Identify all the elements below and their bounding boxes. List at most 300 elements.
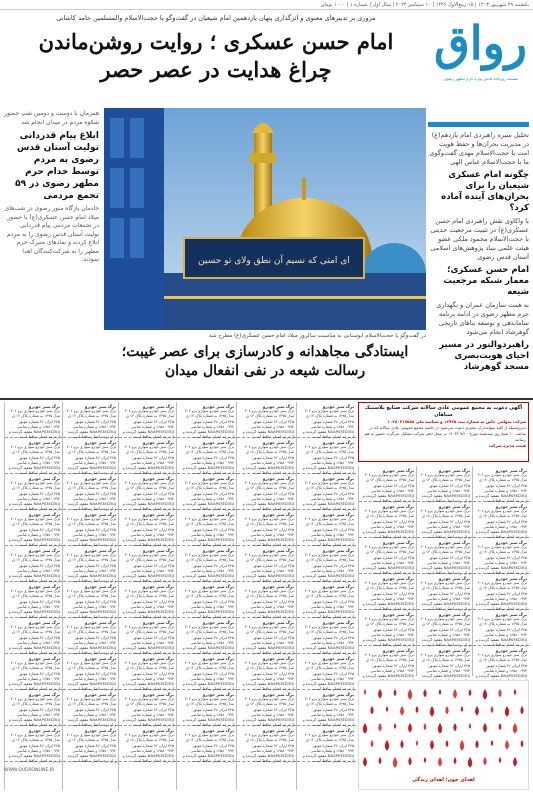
shrine-illustration [104, 108, 426, 330]
blood-ad-label: اهدای خون؛ اهدای زندگی [412, 777, 475, 783]
blood-drop-icon [408, 757, 411, 765]
classified-ad-text: برگ سبز خودرو سواری پژو ۲۰۶ مدل ۱۳۹۵ به شماره پلاک ۱۲ ق ۳۴۵ ایران ۳۶ شماره موتور ۱۶۵۸۰۰۹۹۴ و شماره شاسی NAAP03ED3GJ مفقود گردیده و از درجه اعتبار ساقط است. [8, 517, 60, 548]
classified-ad[interactable] [63, 474, 118, 510]
classified-ad-text: برگ سبز خودرو سواری پژو ۲۰۶ مدل ۱۳۹۵ به شماره پلاک ۱۲ ق ۳۴۵ ایران ۳۶ شماره موتور ۱۶۵۸۰۰۹۹۴ و شماره شاسی NAAP03ED3GJ مفقود گردیده و از درجه اعتبار ساقط است. [362, 545, 414, 576]
classified-ad-title: برگ سبز خودرو [142, 656, 174, 661]
classified-ad[interactable] [237, 618, 296, 654]
classified-ad-text: برگ سبز خودرو سواری پژو ۲۰۶ مدل ۱۳۹۵ به شماره پلاک ۱۲ ق ۳۴۵ ایران ۳۶ شماره موتور ۱۶۵۸۰۰۹۹۴ و شماره شاسی NAAP03ED3GJ مفقود گردیده و از درجه اعتبار ساقط است. [302, 553, 354, 584]
classified-ad-title: برگ سبز خودرو [262, 404, 294, 409]
classified-ad-text: برگ سبز خودرو سواری پژو ۲۰۶ مدل ۱۳۹۵ به شماره پلاک ۱۲ ق ۳۴۵ ایران ۳۶ شماره موتور ۱۶۵۸۰۰۹۹۴ و شماره شاسی NAAP03ED3GJ مفقود گردیده و از درجه اعتبار ساقط است. [362, 581, 414, 612]
blood-drop-icon [483, 757, 486, 765]
classified-ad-text: برگ سبز خودرو سواری پژو ۲۰۶ مدل ۱۳۹۵ به شماره پلاک ۱۲ ق ۳۴۵ ایران ۳۶ شماره موتور ۱۶۵۸۰۰۹۹۴ و شماره شاسی NAAP03ED3GJ مفقود گردیده و از درجه اعتبار ساقط است. [122, 625, 174, 656]
classified-ad[interactable] [359, 574, 416, 610]
classified-ad[interactable] [417, 646, 472, 682]
notice-footer: هیئت مدیره شرکت [488, 443, 526, 448]
classified-ad[interactable] [177, 582, 236, 618]
classified-ad[interactable] [359, 466, 416, 502]
classified-ad-text: برگ سبز خودرو سواری پژو ۲۰۶ مدل ۱۳۹۵ به شماره پلاک ۱۲ ق ۳۴۵ ایران ۳۶ شماره موتور ۱۶۵۸۰۰۹۹۴ و شماره شاسی NAAP03ED3GJ مفقود گردیده و [475, 653, 527, 679]
classified-ad-text: برگ سبز خودرو سواری پژو ۲۰۶ مدل ۱۳۹۵ به شماره پلاک ۱۲ ق ۳۴۵ ایران ۳۶ شماره موتور ۱۶۵۸۰۰۹۹۴ و شماره شاسی NAAP03ED3GJ مفقود گردیده و از درجه اعتبار ساقط است. [66, 517, 116, 548]
classified-ad-title: برگ سبز خودرو [202, 476, 234, 481]
classified-ad-title: برگ سبز خودرو [142, 692, 174, 697]
classified-ad-text: برگ سبز خودرو سواری پژو ۲۰۶ مدل ۱۳۹۵ به شماره پلاک ۱۲ ق ۳۴۵ ایران ۳۶ شماره موتور ۱۶۵۸۰۰۹۹۴ و شماره شاسی NAAP03ED3GJ مفقود گردیده و از درجه اعتبار ساقط است. [362, 509, 414, 540]
blood-drop-icon [499, 757, 501, 763]
classified-ad-text: برگ سبز خودرو سواری پژو ۲۰۶ مدل ۱۳۹۵ به شماره پلاک ۱۲ ق ۳۴۵ ایران ۳۶ شماره موتور ۱۶۵۸۰۰۹۹۴ و شماره شاسی NAAP03ED3GJ مفقود گردیده و از درجه اعتبار ساقط است. [182, 409, 234, 440]
classified-ad-text: برگ سبز خودرو سواری پژو ۲۰۶ مدل ۱۳۹۵ به شماره پلاک ۱۲ ق ۳۴۵ ایران ۳۶ شماره موتور ۱۶۵۸۰۰۹۹۴ و شماره شاسی NAAP03ED3GJ مفقود گردیده و از درجه اعتبار ساقط است. [242, 409, 294, 440]
classified-ad-text: برگ سبز خودرو سواری پژو ۲۰۶ مدل ۱۳۹۵ به شماره پلاک ۱۲ ق ۳۴۵ ایران ۳۶ شماره موتور ۱۶۵۸۰۰۹۹۴ و شماره شاسی NAAP03ED3GJ مفقود گردیده و [362, 653, 414, 679]
sidebar-paragraph-3: به همت سازمان عمران و نگهداری حرم مطهر رضوی در ادامه برنامه ساماندهی و توسعه بناهای تاریخی گوهرشاد انجام می‌شود [436, 301, 529, 336]
classified-ad-text: برگ سبز خودرو سواری پژو ۲۰۶ مدل ۱۳۹۵ به شماره پلاک ۱۲ ق ۳۴۵ ایران ۳۶ شماره موتور ۱۶۵۸۰۰۹۹۴ و شماره شاسی NAAP03ED3GJ مفقود گردیده و از درجه اعتبار ساقط است. [66, 697, 116, 728]
classified-ad-title: برگ سبز خودرو [262, 620, 294, 625]
classified-ad-text: برگ سبز خودرو سواری پژو ۲۰۶ مدل ۱۳۹۵ به شماره پلاک ۱۲ ق ۳۴۵ ایران ۳۶ شماره موتور ۱۶۵۸۰۰۹۹۴ و شماره شاسی NAAP03ED3GJ مفقود گردیده و از درجه اعتبار ساقط است. [182, 553, 234, 584]
classified-ad-title: برگ سبز خودرو [142, 728, 174, 733]
classified-ad-text: برگ سبز خودرو سواری پژو ۲۰۶ مدل ۱۳۹۵ به شماره پلاک ۱۲ ق ۳۴۵ ایران ۳۶ شماره موتور ۱۶۵۸۰۰۹۹۴ و شماره شاسی NAAP03ED3GJ مفقود گردیده و از درجه اعتبار ساقط است. [302, 481, 354, 512]
classified-ad-text: برگ سبز خودرو سواری پژو ۲۰۶ مدل ۱۳۹۵ به شماره پلاک ۱۲ ق ۳۴۵ ایران ۳۶ شماره موتور ۱۶۵۸۰۰۹۹۴ و شماره شاسی NAAP03ED3GJ مفقود گردیده و از درجه اعتبار ساقط است. [420, 473, 470, 504]
classified-ad-title: برگ سبز خودرو [262, 728, 294, 733]
blood-drop-icon [499, 723, 502, 730]
classified-ad[interactable] [63, 726, 118, 762]
ad-column [296, 402, 356, 790]
right-sidebar [428, 122, 529, 376]
ad-column [176, 402, 236, 790]
classified-ad-text: برگ سبز خودرو سواری پژو ۲۰۶ مدل ۱۳۹۵ به شماره پلاک ۱۲ ق ۳۴۵ ایران ۳۶ شماره موتور ۱۶۵۸۰۰۹۹۴ و شماره شاسی NAAP03ED3GJ مفقود گردیده و از درجه اعتبار ساقط است. [242, 589, 294, 620]
classified-ad-title: برگ سبز خودرو [202, 728, 234, 733]
classified-ad[interactable] [177, 690, 236, 726]
blood-drop-icon [438, 757, 442, 767]
subhead-line1: ایستادگی مجاهدانه و کادرسازی برای عصر غیبت؛ [121, 344, 409, 360]
classified-ad[interactable] [297, 546, 356, 582]
classified-ad-title: برگ سبز خودرو [28, 548, 60, 553]
classified-ad[interactable] [5, 726, 62, 762]
classified-ad[interactable] [63, 438, 118, 474]
classified-ad[interactable] [297, 474, 356, 510]
classified-ad[interactable] [473, 574, 529, 610]
classified-ad[interactable] [417, 502, 472, 538]
classified-ad-title: برگ سبز خودرو [495, 540, 527, 545]
classified-ad-title: برگ سبز خودرو [438, 612, 470, 617]
classified-ad[interactable] [237, 474, 296, 510]
classified-ad-text: برگ سبز خودرو سواری پژو ۲۰۶ مدل ۱۳۹۵ به شماره پلاک ۱۲ ق ۳۴۵ ایران ۳۶ شماره موتور ۱۶۵۸۰۰۹۹۴ و شماره شاسی NAAP03ED3GJ مفقود گردیده و از درجه اعتبار ساقط است. [242, 733, 294, 764]
blood-drop-icon [386, 706, 388, 712]
classified-ad-text: برگ سبز خودرو سواری پژو ۲۰۶ مدل ۱۳۹۵ به شماره پلاک ۱۲ ق ۳۴۵ ایران ۳۶ شماره موتور ۱۶۵۸۰۰۹۹۴ و شماره شاسی NAAP03ED3GJ مفقود گردیده و از درجه اعتبار ساقط است. [182, 589, 234, 620]
classified-ad-title: برگ سبز خودرو [142, 548, 174, 553]
classified-ad-text: برگ سبز خودرو سواری پژو ۲۰۶ مدل ۱۳۹۵ به شماره پلاک ۱۲ ق ۳۴۵ ایران ۳۶ شماره موتور ۱۶۵۸۰۰۹۹۴ و شماره شاسی NAAP03ED3GJ مفقود گردیده و از درجه اعتبار ساقط است. [122, 517, 174, 548]
blood-drop-icon [378, 723, 381, 731]
classified-ad-text: برگ سبز خودرو سواری پژو ۲۰۶ مدل ۱۳۹۵ به شماره پلاک ۱۲ ق ۳۴۵ ایران ۳۶ شماره موتور ۱۶۵۸۰۰۹۹۴ و شماره شاسی NAAP03ED3GJ مفقود گردیده و از درجه اعتبار ساقط است. [475, 581, 527, 612]
classified-ad-text: برگ سبز خودرو سواری پژو ۲۰۶ مدل ۱۳۹۵ به شماره پلاک ۱۲ ق ۳۴۵ ایران ۳۶ شماره موتور ۱۶۵۸۰۰۹۹۴ و شماره شاسی NAAP03ED3GJ مفقود گردیده و از درجه اعتبار ساقط است. [420, 545, 470, 576]
sidebar-paragraph-2: با واکاوی نقش راهبردی امام حسن عسکری(ع) در تثبیت مرجعیت حدیثی با حجت‌الاسلام محمود ملکی عضو هیئت علمی بنیاد پژوهش‌های اسلامی آستان قدس رضوی [430, 217, 529, 261]
classified-ad-title: برگ سبز خودرو [202, 656, 234, 661]
sidebar-intro: تحلیل سیره راهبردی امام یازدهم(ع) در مدیریت بحران‌ها و حفظ هویت امت با حجت‌الاسلام مهدی گفت‌وگوی ما با حجت‌الاسلام عباس الهی [429, 131, 529, 166]
blood-drop-icon [475, 706, 479, 716]
blood-drop-icon [514, 689, 516, 695]
classified-ad-text: برگ سبز خودرو سواری پژو ۲۰۶ مدل ۱۳۹۵ به شماره پلاک ۱۲ ق ۳۴۵ ایران ۳۶ شماره موتور ۱۶۵۸۰۰۹۹۴ و شماره شاسی NAAP03ED3GJ مفقود گردیده و از درجه اعتبار ساقط است. [182, 697, 234, 728]
blood-drop-icon [385, 740, 389, 751]
leftcol-body: خادمان بارگاه منور رضوی در شب‌های میلاد امام حسن عسکری(ع) با حضور در تجمعات مردمی پیام قدردانی تولیت آستان قدس رضوی را به مردم ابلاغ کردند و نمادهای متبرک حرم مطهر را به شرکت‌کنندگان اهدا نمودند. [4, 205, 99, 263]
classified-ad-text: برگ سبز خودرو سواری پژو ۲۰۶ مدل ۱۳۹۵ به شماره پلاک ۱۲ ق ۳۴۵ ایران ۳۶ شماره موتور ۱۶۵۸۰۰۹۹۴ و شماره شاسی NAAP03ED3GJ مفقود گردیده و از درجه اعتبار ساقط است. [8, 481, 60, 512]
classified-ad[interactable] [417, 610, 472, 646]
classified-ad-title: برگ سبز خودرو [438, 504, 470, 509]
blood-drop-icon [363, 723, 367, 734]
classified-ad-title: برگ سبز خودرو [142, 476, 174, 481]
classified-ad-title: برگ سبز خودرو [322, 656, 354, 661]
classified-ad-text: برگ سبز خودرو سواری پژو ۲۰۶ مدل ۱۳۹۵ به شماره پلاک ۱۲ ق ۳۴۵ ایران ۳۶ شماره موتور ۱۶۵۸۰۰۹۹۴ و شماره شاسی NAAP03ED3GJ مفقود گردیده و از درجه اعتبار ساقط است. [122, 733, 174, 764]
blood-drop-icon [460, 740, 464, 751]
classified-ad[interactable] [297, 438, 356, 474]
blood-drop-icon [423, 689, 426, 697]
classified-ad-text: برگ سبز خودرو سواری پژو ۲۰۶ مدل ۱۳۹۵ به شماره پلاک ۱۲ ق ۳۴۵ ایران ۳۶ شماره موتور ۱۶۵۸۰۰۹۹۴ و شماره شاسی NAAP03ED3GJ مفقود گردیده و از درجه اعتبار ساقط است. [122, 409, 174, 440]
classified-ad-text: برگ سبز خودرو سواری پژو ۲۰۶ مدل ۱۳۹۵ به شماره پلاک ۱۲ ق ۳۴۵ ایران ۳۶ شماره موتور ۱۶۵۸۰۰۹۹۴ و شماره شاسی NAAP03ED3GJ مفقود گردیده و از درجه اعتبار ساقط است. [242, 697, 294, 728]
leftcol-headline[interactable]: ابلاغ پیام قدردانی تولیت آستان قدس رضوی به مردم توسط خدام حرم مطهر رضوی در ۵۹ تجمع مردمی [15, 131, 99, 201]
classified-ad-text: برگ سبز خودرو سواری پژو ۲۰۶ مدل ۱۳۹۵ به شماره پلاک ۱۲ ق ۳۴۵ ایران ۳۶ شماره موتور ۱۶۵۸۰۰۹۹۴ و شماره شاسی NAAP03ED3GJ مفقود گردیده و از درجه اعتبار ساقط است. [8, 445, 60, 476]
classified-ad-title: برگ سبز خودرو [262, 692, 294, 697]
classified-ad[interactable] [63, 582, 118, 618]
classified-ad-title: برگ سبز خودرو [438, 540, 470, 545]
blood-drop-icon [393, 757, 397, 768]
classified-ad-title: برگ سبز خودرو [28, 584, 60, 589]
classified-ad-title: برگ سبز خودرو [382, 612, 414, 617]
classified-ad[interactable] [177, 546, 236, 582]
classified-ad-title: برگ سبز خودرو [495, 648, 527, 653]
classified-ad-title: برگ سبز خودرو [262, 440, 294, 445]
classified-ad-title: برگ سبز خودرو [382, 648, 414, 653]
ad-column [4, 402, 62, 790]
blood-drop-icon [430, 706, 434, 717]
classified-ad[interactable] [297, 726, 356, 762]
classified-ad[interactable] [5, 402, 62, 438]
newspaper-logo[interactable]: رواق [434, 16, 527, 70]
classified-ad-text: برگ سبز خودرو سواری پژو ۲۰۶ مدل ۱۳۹۵ به شماره پلاک ۱۲ ق ۳۴۵ ایران ۳۶ شماره موتور ۱۶۵۸۰۰۹۹۴ و شماره شاسی NAAP03ED3GJ مفقود گردیده و از درجه اعتبار ساقط است. [8, 697, 60, 728]
classified-ad-title: برگ سبز خودرو [495, 504, 527, 509]
classified-ad-text: برگ سبز خودرو سواری پژو ۲۰۶ مدل ۱۳۹۵ به شماره پلاک ۱۲ ق ۳۴۵ ایران ۳۶ شماره موتور ۱۶۵۸۰۰۹۹۴ و شماره شاسی NAAP03ED3GJ مفقود گردیده و از درجه اعتبار ساقط است. [8, 409, 60, 440]
classified-ad-title: برگ سبز خودرو [262, 656, 294, 661]
classified-ad-text: برگ سبز خودرو سواری پژو ۲۰۶ مدل ۱۳۹۵ به شماره پلاک ۱۲ ق ۳۴۵ ایران ۳۶ شماره موتور ۱۶۵۸۰۰۹۹۴ و شماره شاسی NAAP03ED3GJ مفقود گردیده و از درجه اعتبار ساقط است. [66, 445, 116, 476]
classified-ad[interactable] [119, 546, 176, 582]
blood-drop-icon [394, 689, 397, 696]
classified-ad[interactable] [177, 618, 236, 654]
blood-drop-icon [378, 689, 382, 699]
classified-ad-title: برگ سبز خودرو [84, 404, 116, 409]
classified-ad-title: برگ سبز خودرو [262, 476, 294, 481]
classified-ad[interactable] [119, 510, 176, 546]
blood-drop-icon [445, 706, 448, 714]
classified-ad[interactable] [297, 510, 356, 546]
classified-ad-text: برگ سبز خودرو سواری پژو ۲۰۶ مدل ۱۳۹۵ به شماره پلاک ۱۲ ق ۳۴۵ ایران ۳۶ شماره موتور ۱۶۵۸۰۰۹۹۴ و شماره شاسی NAAP03ED3GJ مفقود گردیده و از درجه اعتبار ساقط است. [8, 661, 60, 692]
ad-column [118, 402, 176, 790]
classified-ad-text: برگ سبز خودرو سواری پژو ۲۰۶ مدل ۱۳۹۵ به شماره پلاک ۱۲ ق ۳۴۵ ایران ۳۶ شماره موتور ۱۶۵۸۰۰۹۹۴ و شماره شاسی NAAP03ED3GJ مفقود گردیده و از درجه اعتبار ساقط است. [66, 553, 116, 584]
website-url[interactable]: WWW.QUDSONLINE.IR [4, 768, 55, 773]
classified-ad[interactable] [5, 474, 62, 510]
classified-ad-text: برگ سبز خودرو سواری پژو ۲۰۶ مدل ۱۳۹۵ به شماره پلاک ۱۲ ق ۳۴۵ ایران ۳۶ شماره موتور ۱۶۵۸۰۰۹۹۴ و شماره شاسی NAAP03ED3GJ مفقود گردیده و از درجه اعتبار ساقط است. [242, 553, 294, 584]
classified-ad-text: برگ سبز خودرو سواری پژو ۲۰۶ مدل ۱۳۹۵ به شماره پلاک ۱۲ ق ۳۴۵ ایران ۳۶ شماره موتور ۱۶۵۸۰۰۹۹۴ و شماره شاسی NAAP03ED3GJ مفقود گردیده و از درجه اعتبار ساقط است. [302, 661, 354, 692]
logo-tagline: ضمیمه روزنامه قدس ویژه حرم مطهر رضوی [443, 76, 519, 81]
classified-ad-title: برگ سبز خودرو [322, 728, 354, 733]
classified-ad-title: برگ سبز خودرو [382, 576, 414, 581]
classified-ad-text: برگ سبز خودرو سواری پژو ۲۰۶ مدل ۱۳۹۵ به شماره پلاک ۱۲ ق ۳۴۵ ایران ۳۶ شماره موتور ۱۶۵۸۰۰۹۹۴ و شماره شاسی NAAP03ED3GJ مفقود گردیده و از درجه اعتبار ساقط است. [242, 625, 294, 656]
classified-ad[interactable] [237, 546, 296, 582]
classified-ad-text: برگ سبز خودرو سواری پژو ۲۰۶ مدل ۱۳۹۵ به شماره پلاک ۱۲ ق ۳۴۵ ایران ۳۶ شماره موتور ۱۶۵۸۰۰۹۹۴ و شماره شاسی NAAP03ED3GJ مفقود گردیده و از درجه اعتبار ساقط است. [362, 473, 414, 504]
blood-drop-icon [513, 757, 517, 767]
classified-ad-title: برگ سبز خودرو [84, 548, 116, 553]
classified-ad[interactable] [297, 618, 356, 654]
classified-ad-text: برگ سبز خودرو سواری پژو ۲۰۶ مدل ۱۳۹۵ به شماره پلاک ۱۲ ق ۳۴۵ ایران ۳۶ شماره موتور ۱۶۵۸۰۰۹۹۴ و شماره شاسی NAAP03ED3GJ مفقود گردیده و از درجه اعتبار ساقط است. [242, 445, 294, 476]
blood-drop-icon [453, 723, 456, 731]
classified-ad[interactable] [63, 690, 118, 726]
blood-drop-icon [469, 723, 471, 729]
blood-drop-icon [424, 757, 426, 763]
classified-ad[interactable] [177, 438, 236, 474]
classified-ad-title: برگ سبز خودرو [202, 404, 234, 409]
sidebar-headline-3[interactable]: راهبردوالنور در مسیر احیای هویت‌بصری مسجد گوهرشاد [439, 340, 529, 372]
classified-ad[interactable] [119, 402, 176, 438]
classified-ad[interactable] [297, 690, 356, 726]
classified-ad-title: برگ سبز خودرو [495, 468, 527, 473]
classified-ad-text: برگ سبز خودرو سواری پژو ۲۰۶ مدل ۱۳۹۵ به شماره پلاک ۱۲ ق ۳۴۵ ایران ۳۶ شماره موتور ۱۶۵۸۰۰۹۹۴ و شماره شاسی NAAP03ED3GJ مفقود گردیده و از درجه اعتبار ساقط است. [182, 481, 234, 512]
classified-ad-text: برگ سبز خودرو سواری پژو ۲۰۶ مدل ۱۳۹۵ به شماره پلاک ۱۲ ق ۳۴۵ ایران ۳۶ شماره موتور ۱۶۵۸۰۰۹۹۴ و شماره شاسی NAAP03ED3GJ مفقود گردیده و از درجه اعتبار ساقط است. [122, 553, 174, 584]
classified-ad-text: برگ سبز خودرو سواری پژو ۲۰۶ مدل ۱۳۹۵ به شماره پلاک ۱۲ ق ۳۴۵ ایران ۳۶ شماره موتور ۱۶۵۸۰۰۹۹۴ و شماره شاسی NAAP03ED3GJ مفقود گردیده و از درجه اعتبار ساقط است. [302, 697, 354, 728]
classified-ad[interactable] [237, 582, 296, 618]
classified-ad-text: برگ سبز خودرو سواری پژو ۲۰۶ مدل ۱۳۹۵ به شماره پلاک ۱۲ ق ۳۴۵ ایران ۳۶ شماره موتور ۱۶۵۸۰۰۹۹۴ و شماره شاسی NAAP03ED3GJ مفقود گردیده و از درجه اعتبار ساقط است. [122, 697, 174, 728]
blood-drop-icon [453, 689, 457, 699]
classified-ad-title: برگ سبز خودرو [28, 656, 60, 661]
classified-ad-title: برگ سبز خودرو [28, 404, 60, 409]
classified-ad-title: برگ سبز خودرو [84, 440, 116, 445]
blood-drop-icon [439, 689, 441, 695]
classified-ad-title: برگ سبز خودرو [322, 548, 354, 553]
blood-drop-icon [475, 740, 478, 748]
notice-body: بدین‌وسیله از کلیه سهامداران محترم دعوت می‌شود در جلسه مجمع عمومی عادی سالانه که در ساعت ۱۰ صبح روز سه‌شنبه مورخ ۱۴۰۳/۰۷/۱۰ در محل دفتر شرکت تشکیل می‌گردد حضور به هم رسانند. [364, 425, 526, 442]
blood-drop-icon [424, 723, 427, 730]
blood-drop-icon [364, 689, 366, 695]
blood-drop-icon [400, 706, 404, 716]
classified-ad-text: برگ سبز خودرو سواری پژو ۲۰۶ مدل ۱۳۹۵ به شماره پلاک ۱۲ ق ۳۴۵ ایران ۳۶ شماره موتور ۱۶۵۸۰۰۹۹۴ و شماره شاسی NAAP03ED3GJ مفقود گردیده و از درجه اعتبار ساقط است. [302, 409, 354, 440]
dateline: یکشنبه ۲۹ شهریور ۱۴۰۳ | ۱۵ ربیع‌الاول ۱۴۴۶ | ۱۰ سپتامبر ۲۰۲۴ | سال اول | شماره ۱ | ۱۰۰۰ تومان [0, 0, 533, 10]
photo-caption: در گفت‌وگو با حجت‌الاسلام ابوسنانی به مناسبت سالروز میلاد امام حسن عسکری(ع) مطرح شد [208, 333, 426, 339]
classified-ad-title: برگ سبز خودرو [142, 404, 174, 409]
shrine-photo[interactable] [104, 108, 426, 330]
classified-ad-title: برگ سبز خودرو [438, 576, 470, 581]
classified-ad-text: برگ سبز خودرو سواری پژو ۲۰۶ مدل ۱۳۹۵ به شماره پلاک ۱۲ ق ۳۴۵ ایران ۳۶ شماره موتور ۱۶۵۸۰۰۹۹۴ و شماره شاسی NAAP03ED3GJ مفقود گردیده و از درجه اعتبار ساقط است. [66, 625, 116, 656]
classified-ad[interactable] [237, 510, 296, 546]
classified-ad[interactable] [119, 438, 176, 474]
blood-drop-icon [483, 723, 487, 733]
classified-ad-text: برگ سبز خودرو سواری پژو ۲۰۶ مدل ۱۳۹۵ به شماره پلاک ۱۲ ق ۳۴۵ ایران ۳۶ شماره موتور ۱۶۵۸۰۰۹۹۴ و شماره شاسی NAAP03ED3GJ مفقود گردیده و از درجه اعتبار ساقط است. [475, 617, 527, 648]
classified-ad[interactable] [63, 510, 118, 546]
classified-ad-title: برگ سبز خودرو [202, 548, 234, 553]
classified-ad-text: برگ سبز خودرو سواری پژو ۲۰۶ مدل ۱۳۹۵ به شماره پلاک ۱۲ ق ۳۴۵ ایران ۳۶ شماره موتور ۱۶۵۸۰۰۹۹۴ و شماره شاسی NAAP03ED3GJ مفقود گردیده و از درجه اعتبار ساقط است. [66, 733, 116, 764]
classified-ad[interactable] [5, 582, 62, 618]
blood-drop-icon [446, 740, 449, 747]
classified-ad[interactable] [237, 690, 296, 726]
classified-ad[interactable] [119, 582, 176, 618]
classified-ad-title: برگ سبز خودرو [495, 612, 527, 617]
classified-ad[interactable] [297, 402, 356, 438]
sidebar-headline-2[interactable]: امام حسن عسکری؛ معمار شبکه مرجعیت شیعه [443, 265, 529, 297]
classified-ad-text: برگ سبز خودرو سواری پژو ۲۰۶ مدل ۱۳۹۵ به شماره پلاک ۱۲ ق ۳۴۵ ایران ۳۶ شماره موتور ۱۶۵۸۰۰۹۹۴ و شماره شاسی NAAP03ED3GJ مفقود گردیده و از درجه اعتبار ساقط است. [182, 517, 234, 548]
blood-drop-icon [498, 689, 501, 697]
classified-ad-text: برگ سبز خودرو سواری پژو ۲۰۶ مدل ۱۳۹۵ به شماره پلاک ۱۲ ق ۳۴۵ ایران ۳۶ شماره موتور ۱۶۵۸۰۰۹۹۴ و شماره شاسی NAAP03ED3GJ مفقود گردیده و از درجه اعتبار ساقط است. [182, 625, 234, 656]
classified-ad-text: برگ سبز خودرو سواری پژو ۲۰۶ مدل ۱۳۹۵ به شماره پلاک ۱۲ ق ۳۴۵ ایران ۳۶ شماره موتور ۱۶۵۸۰۰۹۹۴ و شماره شاسی NAAP03ED3GJ مفقود گردیده و از درجه اعتبار ساقط است. [182, 445, 234, 476]
classified-ad-text: برگ سبز خودرو سواری پژو ۲۰۶ مدل ۱۳۹۵ به شماره پلاک ۱۲ ق ۳۴۵ ایران ۳۶ شماره موتور ۱۶۵۸۰۰۹۹۴ و شماره شاسی NAAP03ED3GJ مفقود گردیده و از درجه اعتبار ساقط است. [182, 661, 234, 692]
classified-ad[interactable] [63, 402, 118, 438]
headline-line2: چراغ هدایت در عصر حصر [100, 57, 332, 82]
subhead-line2: رسالت شیعه در نفی انفعال میدان [164, 363, 366, 379]
blood-drop-icon [520, 706, 523, 714]
classified-ad-text: برگ سبز خودرو سواری پژو ۲۰۶ مدل ۱۳۹۵ به شماره پلاک ۱۲ ق ۳۴۵ ایران ۳۶ شماره موتور ۱۶۵۸۰۰۹۹۴ و شماره شاسی NAAP03ED3GJ مفقود گردیده و از درجه اعتبار ساقط است. [8, 625, 60, 656]
classified-ad[interactable] [119, 726, 176, 762]
classified-ad-text: برگ سبز خودرو سواری پژو ۲۰۶ مدل ۱۳۹۵ به شماره پلاک ۱۲ ق ۳۴۵ ایران ۳۶ شماره موتور ۱۶۵۸۰۰۹۹۴ و شماره شاسی NAAP03ED3GJ مفقود گردیده و از درجه اعتبار ساقط است. [8, 589, 60, 620]
classified-ad-text: برگ سبز خودرو سواری پژو ۲۰۶ مدل ۱۳۹۵ به شماره پلاک ۱۲ ق ۳۴۵ ایران ۳۶ شماره موتور ۱۶۵۸۰۰۹۹۴ و شماره شاسی NAAP03ED3GJ مفقود گردیده و از درجه اعتبار ساقط است. [122, 481, 174, 512]
blood-drop-icon [408, 689, 412, 700]
blood-drop-icon [469, 689, 472, 696]
classified-ad[interactable] [5, 546, 62, 582]
blood-drop-icon [363, 757, 367, 767]
classified-ad-title: برگ سبز خودرو [84, 584, 116, 589]
blood-donation-ad[interactable] [358, 680, 529, 790]
classified-ad[interactable] [417, 574, 472, 610]
blood-drop-icon [416, 740, 418, 746]
classified-ad-title: برگ سبز خودرو [438, 648, 470, 653]
classified-ad-title: برگ سبز خودرو [142, 512, 174, 517]
ad-column [236, 402, 296, 790]
blood-drop-icon [438, 723, 442, 734]
classified-ad-title: برگ سبز خودرو [262, 548, 294, 553]
classified-ad[interactable] [119, 654, 176, 690]
classified-ad-title: برگ سبز خودرو [322, 620, 354, 625]
classified-ad-title: برگ سبز خودرو [84, 476, 116, 481]
blood-drop-icon [505, 706, 509, 717]
classified-ad[interactable] [473, 466, 529, 502]
classified-ad[interactable] [5, 654, 62, 690]
classified-ad[interactable] [417, 538, 472, 574]
classified-ad-title: برگ سبز خودرو [142, 620, 174, 625]
classified-ad[interactable] [5, 438, 62, 474]
blood-drop-icon [370, 706, 373, 714]
blood-drop-icon [461, 706, 463, 712]
classified-ad-title: برگ سبز خودرو [382, 468, 414, 473]
classified-ad-text: برگ سبز خودرو سواری پژو ۲۰۶ مدل ۱۳۹۵ به شماره پلاک ۱۲ ق ۳۴۵ ایران ۳۶ شماره موتور ۱۶۵۸۰۰۹۹۴ و شماره شاسی NAAP03ED3GJ مفقود گردیده و از درجه اعتبار ساقط است. [66, 481, 116, 512]
classified-ad-title: برگ سبز خودرو [495, 576, 527, 581]
classified-ad-title: برگ سبز خودرو [142, 440, 174, 445]
classified-ad-title: برگ سبز خودرو [28, 512, 60, 517]
blood-drop-icon [521, 740, 524, 747]
ad-column [62, 402, 118, 790]
classified-ad[interactable] [237, 654, 296, 690]
classified-ad-text: برگ سبز خودرو سواری پژو ۲۰۶ مدل ۱۳۹۵ به شماره پلاک ۱۲ ق ۳۴۵ ایران ۳۶ شماره موتور ۱۶۵۸۰۰۹۹۴ و شماره شاسی NAAP03ED3GJ مفقود گردیده و از درجه اعتبار ساقط است. [122, 589, 174, 620]
classified-ad-text: برگ سبز خودرو سواری پژو ۲۰۶ مدل ۱۳۹۵ به شماره پلاک ۱۲ ق ۳۴۵ ایران ۳۶ شماره موتور ۱۶۵۸۰۰۹۹۴ و شماره شاسی NAAP03ED3GJ مفقود گردیده و از درجه اعتبار ساقط است. [66, 661, 116, 692]
classified-ad-title: برگ سبز خودرو [438, 468, 470, 473]
blood-drop-icon [408, 723, 412, 733]
classified-ad[interactable] [119, 618, 176, 654]
classified-ad[interactable] [359, 646, 416, 682]
classified-ad[interactable] [473, 646, 529, 682]
classified-ad-text: برگ سبز خودرو سواری پژو ۲۰۶ مدل ۱۳۹۵ به شماره پلاک ۱۲ ق ۳۴۵ ایران ۳۶ شماره موتور ۱۶۵۸۰۰۹۹۴ و شماره شاسی NAAP03ED3GJ مفقود گردیده و از درجه اعتبار ساقط است. [302, 733, 354, 764]
classified-ad[interactable] [177, 654, 236, 690]
classified-ad-title: برگ سبز خودرو [382, 504, 414, 509]
classified-ad-title: برگ سبز خودرو [322, 440, 354, 445]
classified-ad[interactable] [359, 538, 416, 574]
classified-ad[interactable] [119, 474, 176, 510]
classified-ad-title: برگ سبز خودرو [28, 476, 60, 481]
classified-ad[interactable] [177, 726, 236, 762]
classified-ad[interactable] [473, 502, 529, 538]
classified-ad-text: برگ سبز خودرو سواری پژو ۲۰۶ مدل ۱۳۹۵ به شماره پلاک ۱۲ ق ۳۴۵ ایران ۳۶ شماره موتور ۱۶۵۸۰۰۹۹۴ و شماره شاسی NAAP03ED3GJ مفقود گردیده و از درجه اعتبار ساقط است. [420, 581, 470, 612]
classified-ad-title: برگ سبز خودرو [202, 692, 234, 697]
secondary-headline[interactable] [104, 343, 426, 381]
blood-drop-icon [454, 757, 457, 764]
headline-line1: امام حسن عسکری ؛ روایت روشن‌ماندن [38, 29, 394, 54]
classified-ad[interactable] [63, 618, 118, 654]
classified-ad[interactable] [5, 510, 62, 546]
blood-drop-icon [505, 740, 509, 750]
blood-drop-icon [430, 740, 434, 750]
classified-ad-text: برگ سبز خودرو سواری پژو ۲۰۶ مدل ۱۳۹۵ به شماره پلاک ۱۲ ق ۳۴۵ ایران ۳۶ شماره موتور ۱۶۵۸۰۰۹۹۴ و شماره شاسی NAAP03ED3GJ مفقود گردیده و از درجه اعتبار ساقط است. [302, 625, 354, 656]
classified-ad-title: برگ سبز خودرو [28, 440, 60, 445]
classified-ad-title: برگ سبز خودرو [28, 620, 60, 625]
left-column [4, 110, 99, 265]
classified-ad-title: برگ سبز خودرو [142, 584, 174, 589]
classified-ad-title: برگ سبز خودرو [28, 692, 60, 697]
main-headline[interactable] [6, 28, 426, 84]
blood-drop-icon [371, 740, 374, 747]
classified-ad[interactable] [297, 582, 356, 618]
classified-ad[interactable] [63, 654, 118, 690]
classified-ad-title: برگ سبز خودرو [202, 512, 234, 517]
classified-ad-title: برگ سبز خودرو [28, 728, 60, 733]
classified-ad[interactable] [119, 690, 176, 726]
classified-ad[interactable] [5, 690, 62, 726]
classified-ad[interactable] [473, 610, 529, 646]
classified-ad[interactable] [297, 654, 356, 690]
classified-ad-title: برگ سبز خودرو [382, 540, 414, 545]
classified-ad[interactable] [63, 546, 118, 582]
classified-ad-text: برگ سبز خودرو سواری پژو ۲۰۶ مدل ۱۳۹۵ به شماره پلاک ۱۲ ق ۳۴۵ ایران ۳۶ شماره موتور ۱۶۵۸۰۰۹۹۴ و شماره شاسی NAAP03ED3GJ مفقود گردیده و از درجه اعتبار ساقط است. [475, 473, 527, 504]
classified-ad[interactable] [5, 618, 62, 654]
classified-ad[interactable] [237, 402, 296, 438]
classified-ad-text: برگ سبز خودرو سواری پژو ۲۰۶ مدل ۱۳۹۵ به شماره پلاک ۱۲ ق ۳۴۵ ایران ۳۶ شماره موتور ۱۶۵۸۰۰۹۹۴ و شماره شاسی NAAP03ED3GJ مفقود گردیده و از درجه اعتبار ساقط است. [242, 481, 294, 512]
classified-ad-text: برگ سبز خودرو سواری پژو ۲۰۶ مدل ۱۳۹۵ به شماره پلاک ۱۲ ق ۳۴۵ ایران ۳۶ شماره موتور ۱۶۵۸۰۰۹۹۴ و شماره شاسی NAAP03ED3GJ مفقود گردیده و از درجه اعتبار ساقط است. [66, 589, 116, 620]
classified-ad-title: برگ سبز خودرو [262, 584, 294, 589]
classified-ad-text: برگ سبز خودرو سواری پژو ۲۰۶ مدل ۱۳۹۵ به شماره پلاک ۱۲ ق ۳۴۵ ایران ۳۶ شماره موتور ۱۶۵۸۰۰۹۹۴ و شماره شاسی NAAP03ED3GJ مفقود گردیده و از درجه اعتبار ساقط است. [302, 445, 354, 476]
classified-ad-title: برگ سبز خودرو [84, 692, 116, 697]
classified-ad[interactable] [417, 466, 472, 502]
classified-ad-text: برگ سبز خودرو سواری پژو ۲۰۶ مدل ۱۳۹۵ به شماره پلاک ۱۲ ق ۳۴۵ ایران ۳۶ شماره موتور ۱۶۵۸۰۰۹۹۴ و شماره شاسی NAAP03ED3GJ مفقود گردیده و از درجه اعتبار ساقط است. [475, 545, 527, 576]
classified-ad[interactable] [177, 510, 236, 546]
shareholder-notice[interactable] [358, 402, 529, 462]
classified-ad-title: برگ سبز خودرو [84, 620, 116, 625]
classified-ad-title: برگ سبز خودرو [322, 692, 354, 697]
classified-ad[interactable] [359, 502, 416, 538]
classified-ad-title: برگ سبز خودرو [84, 512, 116, 517]
classified-ad-title: برگ سبز خودرو [84, 728, 116, 733]
classified-ad[interactable] [237, 726, 296, 762]
sidebar-headline-1[interactable]: چگونه امام عسکری شیعیان را برای بحران‌های آینده آماده کرد؟ [441, 170, 529, 213]
classified-ad[interactable] [473, 538, 529, 574]
classified-ad[interactable] [177, 402, 236, 438]
classified-ad-text: برگ سبز خودرو سواری پژو ۲۰۶ مدل ۱۳۹۵ به شماره پلاک ۱۲ ق ۳۴۵ ایران ۳۶ شماره موتور ۱۶۵۸۰۰۹۹۴ و شماره شاسی NAAP03ED3GJ مفقود گردیده و از درجه اعتبار ساقط است. [182, 733, 234, 764]
classified-ad[interactable] [177, 474, 236, 510]
classified-ad-title: برگ سبز خودرو [202, 440, 234, 445]
classified-ad-text: برگ سبز خودرو سواری پژو ۲۰۶ مدل ۱۳۹۵ به شماره پلاک ۱۲ ق ۳۴۵ ایران ۳۶ شماره موتور ۱۶۵۸۰۰۹۹۴ و شماره شاسی NAAP03ED3GJ مفقود گردیده و از درجه اعتبار ساقط است. [302, 517, 354, 548]
classified-ad-text: برگ سبز خودرو سواری پژو ۲۰۶ مدل ۱۳۹۵ به شماره پلاک ۱۲ ق ۳۴۵ ایران ۳۶ شماره موتور ۱۶۵۸۰۰۹۹۴ و شماره شاسی NAAP03ED3GJ مفقود گردیده و از درجه اعتبار ساقط است. [242, 517, 294, 548]
classified-ad-title: برگ سبز خودرو [202, 584, 234, 589]
blood-drop-icon [379, 757, 382, 764]
classified-ad[interactable] [359, 610, 416, 646]
notice-title: آگهی دعوت به مجمع عمومی عادی سالانه شرکت صنایع پلاستیک سپاهان [364, 405, 523, 418]
classified-ad[interactable] [237, 438, 296, 474]
classified-ad-text: برگ سبز خودرو سواری پژو ۲۰۶ مدل ۱۳۹۵ به شماره پلاک ۱۲ ق ۳۴۵ ایران ۳۶ شماره موتور ۱۶۵۸۰۰۹۹۴ و شماره شاسی NAAP03ED3GJ مفقود گردیده و از درجه اعتبار ساقط است. [475, 509, 527, 540]
topline-kicker: مروری بر تدبیرهای معنوی و اثرگذاری پنهان یازدهمین امام شیعیان در گفت‌وگو با حجت‌الاسلام والمسلمین حامد کاشانی [56, 14, 376, 22]
classified-ad-text: برگ سبز خودرو سواری پژو ۲۰۶ مدل ۱۳۹۵ به شماره پلاک ۱۲ ق ۳۴۵ ایران ۳۶ شماره موتور ۱۶۵۸۰۰۹۹۴ و شماره شاسی NAAP03ED3GJ مفقود گردیده و از درجه اعتبار ساقط است. [242, 661, 294, 692]
